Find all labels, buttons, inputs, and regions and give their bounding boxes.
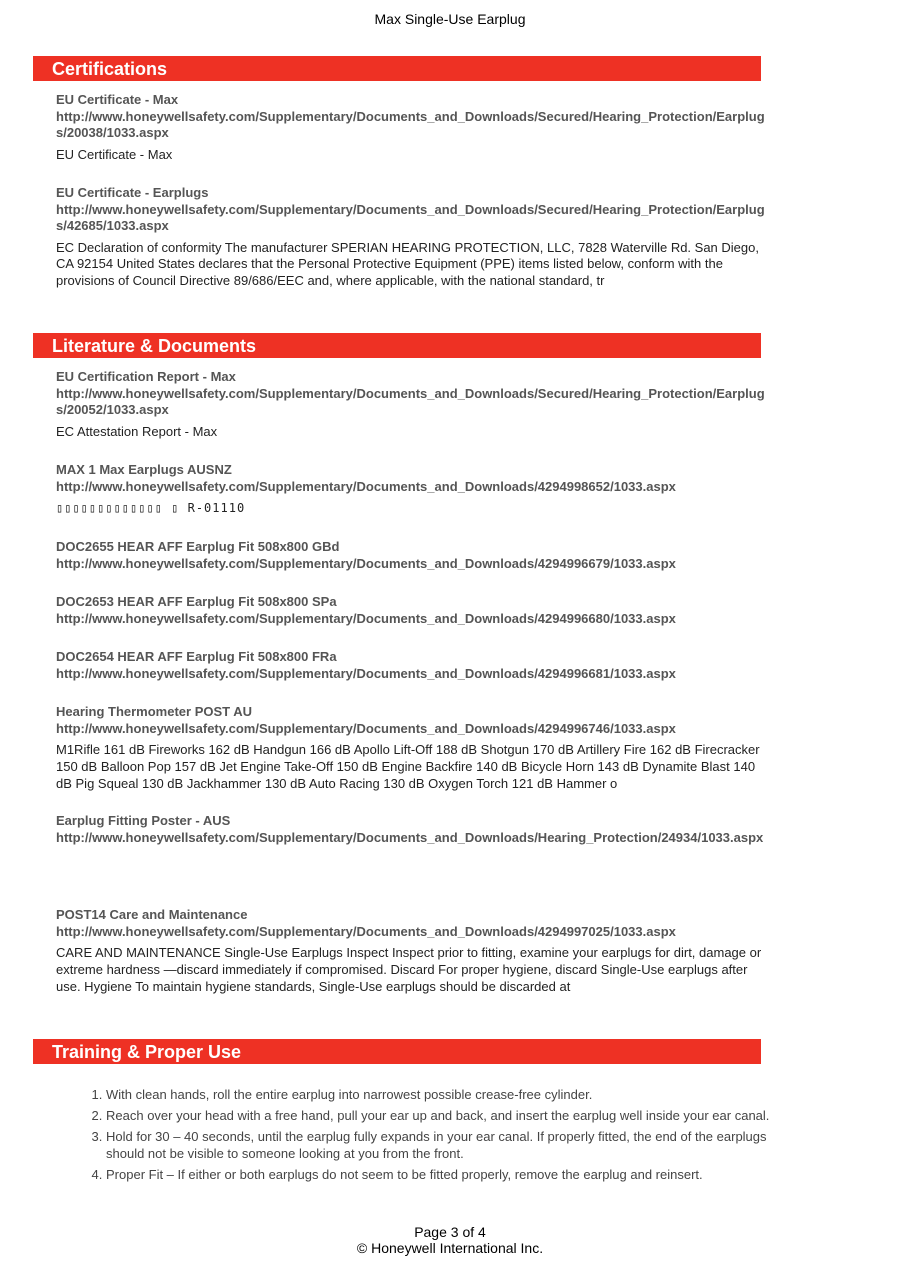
- document-link[interactable]: http://www.honeywellsafety.com/Supplementary/Documents_and_Downloads/Secured/Hearing_Protection/Earplugs/20038/1033.aspx: [56, 108, 765, 140]
- document-link[interactable]: http://www.honeywellsafety.com/Supplementary/Documents_and_Downloads/4294998652/1033.aspx: [56, 478, 676, 494]
- document-description: EU Certificate - Max: [56, 146, 173, 162]
- document-title: EU Certificate - Max: [56, 92, 179, 107]
- document-link[interactable]: http://www.honeywellsafety.com/Supplementary/Documents_and_Downloads/4294996681/1033.aspx: [56, 665, 676, 681]
- document-link[interactable]: http://www.honeywellsafety.com/Supplementary/Documents_and_Downloads/Secured/Hearing_Protection/Earplugs/42685/1033.aspx: [56, 201, 765, 233]
- training-step: 2. Reach over your head with a free hand, pull your ear up and back, and insert the earplug well inside your ear canal.: [106, 1107, 806, 1124]
- document-title: EU Certification Report - Max: [56, 369, 236, 384]
- copyright: © Honeywell International Inc.: [356, 1240, 544, 1256]
- training-step: 3. Hold for 30 – 40 seconds, until the earplug fully expands in your ear canal. If properly fitted, the end of the earplugs should not be visible to someone looking at you from the front.: [106, 1128, 806, 1162]
- page-title: Max Single-Use Earplug: [374, 11, 526, 27]
- document-description: EC Declaration of conformity The manufacturer SPERIAN HEARING PROTECTION, LLC, 7828 Waterville Rd. San Diego, CA 92154 United States declares that the Personal Protective Equipment (PPE) items listed below, conform with the provisions of Council Directive 89/686/EEC and, where applicable, with the national standard, tr: [56, 239, 759, 289]
- document-link[interactable]: http://www.honeywellsafety.com/Supplementary/Documents_and_Downloads/4294996679/1033.aspx: [56, 555, 676, 571]
- page-footer: [0, 1224, 900, 1256]
- document-entry: [56, 462, 770, 517]
- document-link[interactable]: http://www.honeywellsafety.com/Supplementary/Documents_and_Downloads/Hearing_Protection/24934/1033.aspx: [56, 829, 764, 845]
- document-description: M1Rifle 161 dB Fireworks 162 dB Handgun 166 dB Apollo Lift-Off 188 dB Shotgun 170 dB Artillery Fire 162 dB Firecracker 150 dB Balloon Pop 157 dB Jet Engine Take-Off 150 dB Engine Backfire 140 dB Bicycle Horn 143 dB Dynamite Blast 140 dB Pig Squeal 130 dB Jackhammer 130 dB Auto Racing 130 dB Oxygen Torch 121 dB Hammer o: [56, 742, 760, 791]
- document-title: POST14 Care and Maintenance: [56, 907, 248, 922]
- document-title: MAX 1 Max Earplugs AUSNZ: [56, 462, 232, 477]
- training-step: 1. With clean hands, roll the entire earplug into narrowest possible crease-free cylinder.: [106, 1086, 806, 1103]
- section-heading-training: Training & Proper Use: [33, 1039, 761, 1064]
- document-link[interactable]: http://www.honeywellsafety.com/Supplementary/Documents_and_Downloads/Secured/Hearing_Protection/Earplugs/20052/1033.aspx: [56, 385, 765, 417]
- document-entry: [56, 369, 770, 440]
- document-entry: [56, 594, 770, 627]
- document-description: ▯▯▯▯▯▯▯▯▯▯▯▯▯ ▯ R-01110: [56, 501, 246, 515]
- document-entry: [56, 539, 770, 572]
- document-link[interactable]: http://www.honeywellsafety.com/Supplementary/Documents_and_Downloads/4294997025/1033.aspx: [56, 923, 676, 939]
- document-entry: [56, 649, 770, 682]
- document-title: DOC2655 HEAR AFF Earplug Fit 508x800 GBd: [56, 539, 340, 554]
- page-number: Page 3 of 4: [414, 1224, 486, 1240]
- document-title: DOC2654 HEAR AFF Earplug Fit 508x800 FRa: [56, 649, 337, 664]
- document-title: DOC2653 HEAR AFF Earplug Fit 508x800 SPa: [56, 594, 337, 609]
- document-entry: [56, 92, 770, 163]
- section-heading-literature: Literature & Documents: [33, 333, 761, 358]
- document-link[interactable]: http://www.honeywellsafety.com/Supplementary/Documents_and_Downloads/4294996680/1033.aspx: [56, 610, 676, 626]
- document-description: CARE AND MAINTENANCE Single-Use Earplugs Inspect Inspect prior to fitting, examine your earplugs for dirt, damage or extreme hardness —discard immediately if compromised. Discard For proper hygiene, discard Single-Use earplugs after use. Hygiene To maintain hygiene standards, Single-Use earplugs should be discarded at: [56, 945, 762, 994]
- document-link[interactable]: http://www.honeywellsafety.com/Supplementary/Documents_and_Downloads/4294996746/1033.aspx: [56, 720, 676, 736]
- training-step: 4. Proper Fit – If either or both earplugs do not seem to be fitted properly, remove the earplug and reinsert.: [106, 1166, 806, 1183]
- section-heading-certifications: Certifications: [33, 56, 761, 81]
- document-entry: [56, 813, 770, 846]
- training-steps-list: [87, 1086, 806, 1187]
- document-entry: [56, 704, 770, 792]
- document-title: Earplug Fitting Poster - AUS: [56, 813, 231, 828]
- document-entry: [56, 185, 770, 290]
- document-description: EC Attestation Report - Max: [56, 423, 218, 439]
- document-title: EU Certificate - Earplugs: [56, 185, 209, 200]
- document-entry: [56, 907, 770, 995]
- document-title: Hearing Thermometer POST AU: [56, 704, 253, 719]
